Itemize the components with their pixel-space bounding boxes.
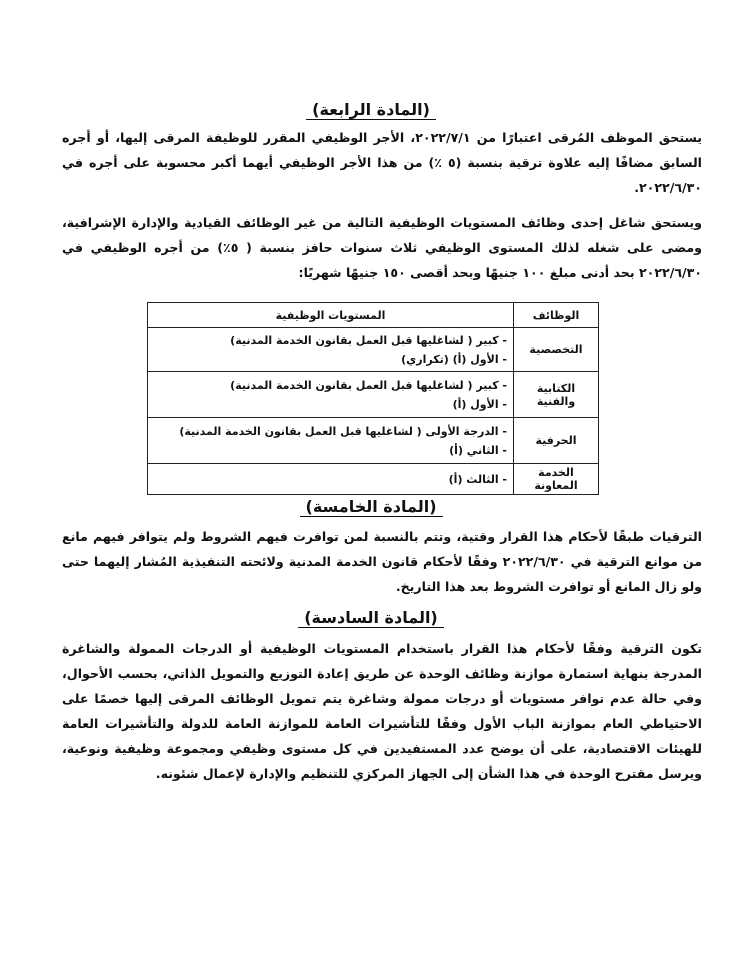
level-item: - كبير ( لشاغليها قبل العمل بقانون الخدمة المدنية)	[154, 331, 507, 350]
article-4-heading: (المادة الرابعة)	[0, 100, 742, 120]
job-levels-table	[147, 302, 599, 495]
job-cell: الحرفية	[514, 418, 599, 464]
article-5-heading: (المادة الخامسة)	[0, 497, 742, 517]
level-item: - الثاني (أ)	[154, 441, 507, 460]
header-levels: المستويات الوظيفية	[148, 303, 514, 328]
table-row	[148, 464, 599, 495]
level-item: - كبير ( لشاغليها قبل العمل بقانون الخدمة المدنية)	[154, 376, 507, 395]
job-cell: التخصصية	[514, 328, 599, 372]
table-row	[148, 372, 599, 418]
article-6-paragraph: تكون الترقية وفقًا لأحكام هذا القرار باستخدام المستويات الوظيفية أو الدرجات الممولة والشاغرة المدرجة بنهاية استمارة موازنة وظائف الوحدة عن طريق إعادة التوزيع والتمويل الذاتي، بحسب الأحوال، وفي حالة عدم توافر مستويات أو درجات ممولة وشاغرة يتم تمويل الوظائف المرقى إليها خصمًا على الاحتياطي العام بموازنة الباب الأول وفقًا للتأشيرات العامة للموازنة العامة للدولة والتأشيرات العامة للهيئات الاقتصادية، على أن يوضح عدد المستفيدين في كل مستوى وظيفي ومجموعة وظيفية ونوعية، ويرسل مقترح الوحدة في هذا الشأن إلى الجهاز المركزي للتنظيم والإدارة لإعمال شئونه.	[62, 641, 702, 781]
level-item: - الأول (أ) (تكراري)	[154, 350, 507, 369]
article-4-paragraph-2: ويستحق شاغل إحدى وظائف المستويات الوظيفية التالية من غير الوظائف القيادية والإدارة الإشرافية، ومضى على شغله لذلك المستوى الوظيفي ثلاث سنوات حافز بنسبة ( ٥٪) من أجره الوظيفي في ٢٠٢٢/٦/٣٠ بحد أدنى مبلغ ١٠٠ جنيهًا وبحد أقصى ١٥٠ جنيهًا شهريًا:	[62, 215, 703, 280]
levels-cell	[148, 372, 514, 418]
level-item: - الأول (أ)	[154, 395, 507, 414]
article-5-paragraph: الترقيات طبقًا لأحكام هذا القرار وقتية، وتتم بالنسبة لمن توافرت فيهم الشروط ولم يتوافر فيهم مانع من موانع الترقية في ٢٠٢٢/٦/٣٠ وفقًا لأحكام قانون الخدمة المدنية ولائحته التنفيذية المُشار إليهما حتى ولو زال المانع أو توافرت الشروط بعد هذا التاريخ.	[62, 529, 702, 594]
levels-cell	[148, 328, 514, 372]
table-header-row	[148, 303, 599, 328]
levels-cell	[148, 418, 514, 464]
job-cell: الخدمة المعاونة	[514, 464, 599, 495]
job-cell: الكتابية والفنية	[514, 372, 599, 418]
level-item: - الثالث (أ)	[154, 470, 507, 489]
table-row	[148, 418, 599, 464]
level-item: - الدرجة الأولى ( لشاغليها قبل العمل بقانون الخدمة المدنية)	[154, 422, 507, 441]
table-row	[148, 328, 599, 372]
article-4-paragraph-1: يستحق الموظف المُرقى اعتبارًا من ٢٠٢٢/٧/١، الأجر الوظيفي المقرر للوظيفة المرقى إليها، أو أجره السابق مضافًا إليه علاوة ترقية بنسبة (٥ ٪) من هذا الأجر الوظيفي أيهما أكبر محسوبة على أجره في ٢٠٢٢/٦/٣٠.	[62, 130, 703, 195]
header-jobs: الوظائف	[514, 303, 599, 328]
levels-cell	[148, 464, 514, 495]
article-6-heading: (المادة السادسة)	[0, 608, 742, 628]
